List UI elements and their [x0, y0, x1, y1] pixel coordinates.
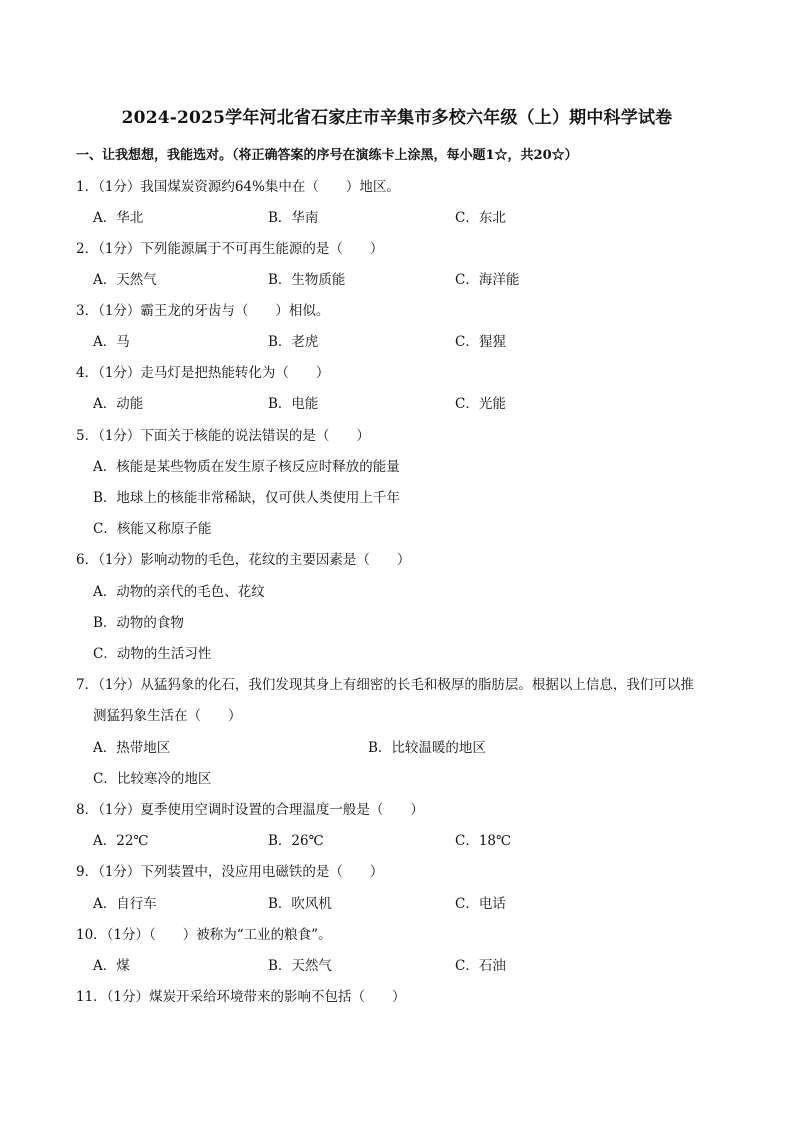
q8-option-b: B．26℃ [268, 833, 324, 849]
q2-option-c: C．海洋能 [455, 272, 520, 288]
q5-option-b: B．地球上的核能非常稀缺，仅可供人类使用上千年 [93, 490, 400, 506]
question-3: 3．（1分）霸王龙的牙齿与（ ）相似。 [76, 303, 330, 319]
q6-option-b: B．动物的食物 [93, 615, 184, 631]
question-5: 5．（1分）下面关于核能的说法错误的是（ ） [76, 428, 370, 444]
q4-option-a: A．动能 [93, 396, 144, 412]
question-7: 7．（1分）从猛犸象的化石，我们发现其身上有细密的长毛和极厚的脂肪层。根据以上信息，我们可以推 [76, 677, 694, 693]
q3-option-a: A．马 [93, 334, 130, 350]
q10-option-a: A．煤 [93, 958, 130, 974]
q2-option-b: B．生物质能 [268, 272, 346, 288]
q9-option-a: A．自行车 [93, 896, 157, 912]
question-11: 11．（1分）煤炭开采给环境带来的影响不包括（ ） [76, 989, 406, 1005]
q9-option-c: C．电话 [455, 896, 506, 912]
q8-option-a: A．22℃ [93, 833, 149, 849]
question-1: 1．（1分）我国煤炭资源约64%集中在（ ）地区。 [76, 179, 400, 195]
q1-option-b: B．华南 [268, 210, 319, 226]
question-10: 10．（1分）（ ）被称为“工业的粮食”。 [76, 927, 332, 943]
question-2: 2．（1分）下列能源属于不可再生能源的是（ ） [76, 241, 384, 257]
q1-option-a: A．华北 [93, 210, 144, 226]
q7-option-b: B．比较温暖的地区 [368, 740, 486, 756]
q4-option-b: B．电能 [268, 396, 319, 412]
q5-option-c: C．核能又称原子能 [93, 521, 212, 537]
q4-option-c: C．光能 [455, 396, 506, 412]
question-8: 8．（1分）夏季使用空调时设置的合理温度一般是（ ） [76, 802, 424, 818]
q2-option-a: A．天然气 [93, 272, 157, 288]
question-7-continued: 测猛犸象生活在（ ） [93, 708, 242, 724]
q6-option-c: C．动物的生活习性 [93, 646, 212, 662]
question-9: 9．（1分）下列装置中，没应用电磁铁的是（ ） [76, 864, 384, 880]
q3-option-b: B．老虎 [268, 334, 319, 350]
q1-option-c: C．东北 [455, 210, 506, 226]
q10-option-b: B．天然气 [268, 958, 332, 974]
q5-option-a: A．核能是某些物质在发生原子核反应时释放的能量 [93, 459, 400, 475]
q7-option-c: C．比较寒冷的地区 [93, 771, 212, 787]
q10-option-c: C．石油 [455, 958, 506, 974]
q6-option-a: A．动物的亲代的毛色、花纹 [93, 584, 265, 600]
page-title: 2024-2025学年河北省石家庄市辛集市多校六年级（上）期中科学试卷 [121, 108, 673, 128]
section-heading: 一、让我想想，我能选对。（将正确答案的序号在演练卡上涂黑，每小题1☆，共20☆） [76, 148, 578, 163]
question-6: 6．（1分）影响动物的毛色，花纹的主要因素是（ ） [76, 552, 411, 568]
q3-option-c: C．猩猩 [455, 334, 506, 350]
q7-option-a: A．热带地区 [93, 740, 171, 756]
q8-option-c: C．18℃ [455, 833, 512, 849]
question-4: 4．（1分）走马灯是把热能转化为（ ） [76, 365, 330, 381]
q9-option-b: B．吹风机 [268, 896, 332, 912]
